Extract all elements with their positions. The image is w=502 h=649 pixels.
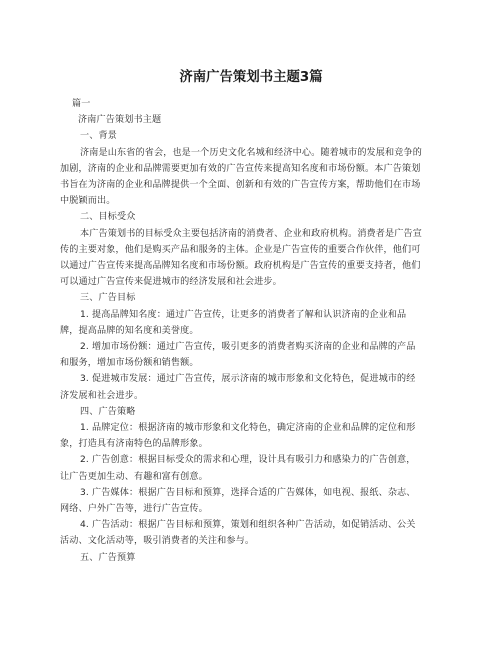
- body-line: 济南广告策划书主题: [78, 115, 162, 126]
- body-line: 本广告策划书的目标受众主要包括济南的消费者、企业和政府机构。消费者是广告宣: [80, 228, 423, 239]
- body-line: 以通过广告宣传来提高品牌知名度和市场份额。政府机构是广告宣传的重要支持者，他们: [60, 261, 421, 272]
- document-title: 济南广告策划书主题3篇: [179, 70, 323, 85]
- document-body: [60, 96, 444, 566]
- body-line: 象，打造具有济南特色的品牌形象。: [60, 439, 208, 450]
- body-line: 篇一: [72, 99, 91, 109]
- body-line: 五、广告预算: [80, 552, 136, 563]
- body-line: 加剧，济南的企业和品牌需要更加有效的广告宣传来提高知名度和市场份额。本广告策划: [60, 163, 421, 174]
- body-line: 3. 促进城市发展：通过广告宣传，展示济南的城市形象和文化特色，促进城市的经: [80, 374, 416, 385]
- body-line: 4. 广告活动：根据广告目标和预算，策划和组织各种广告活动，如促销活动、公关: [80, 520, 416, 531]
- body-line: 1. 品牌定位：根据济南的城市形象和文化特色，确定济南的企业和品牌的定位和形: [80, 423, 416, 434]
- body-line: 和服务，增加市场份额和销售额。: [60, 358, 199, 369]
- body-line: 四、广告策略: [80, 406, 136, 417]
- body-line: 三、广告目标: [80, 293, 136, 304]
- body-line: 书旨在为济南的企业和品牌提供一个全面、创新和有效的广告宣传方案，帮助他们在市场: [60, 180, 421, 191]
- body-line: 网络、户外广告等，进行广告宣传。: [60, 504, 208, 515]
- body-line: 让广告更加生动、有趣和富有创意。: [60, 471, 208, 482]
- body-line: 2. 增加市场份额：通过广告宣传，吸引更多的消费者购买济南的企业和品牌的产品: [80, 342, 416, 353]
- body-line: 一、背景: [80, 131, 117, 142]
- body-line: 二、目标受众: [80, 212, 136, 223]
- body-line: 牌，提高品牌的知名度和美誉度。: [60, 325, 199, 336]
- body-line: 1. 提高品牌知名度：通过广告宣传，让更多的消费者了解和认识济南的企业和品: [80, 309, 407, 320]
- body-line: 3. 广告媒体：根据广告目标和预算，选择合适的广告媒体，如电视、报纸、杂志、: [80, 487, 416, 498]
- body-line: 济发展和社会进步。: [60, 390, 144, 401]
- body-line: 活动、文化活动等，吸引消费者的关注和参与。: [60, 536, 255, 547]
- body-line: 2. 广告创意：根据目标受众的需求和心理，设计具有吸引力和感染力的广告创意，: [80, 455, 416, 466]
- body-line: 可以通过广告宣传来促进城市的经济发展和社会进步。: [60, 277, 282, 288]
- body-line: 传的主要对象，他们是购买产品和服务的主体。企业是广告宣传的重要合作伙伴，他们可: [60, 244, 421, 255]
- body-line: 济南是山东省的省会，也是一个历史文化名城和经济中心。随着城市的发展和竞争的: [80, 147, 423, 158]
- body-line: 中脱颖而出。: [60, 196, 116, 207]
